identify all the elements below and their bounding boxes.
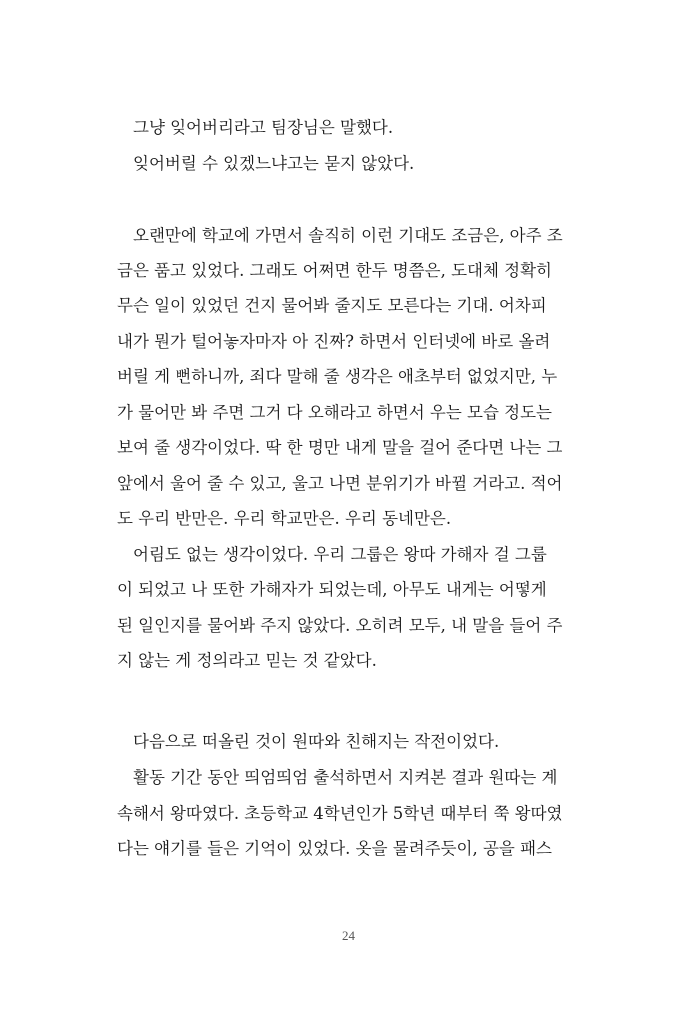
- text-line: 도 우리 반만은. 우리 학교만은. 우리 동네만은.: [117, 509, 452, 528]
- text-line: 가 물어만 봐 주면 그거 다 오해라고 하면서 우는 모습 정도는: [117, 403, 552, 422]
- text-line: 내가 뭔가 털어놓자마자 아 진짜? 하면서 인터넷에 바로 올려: [117, 332, 551, 351]
- page-number: 24: [342, 928, 355, 943]
- text-line: 오랜만에 학교에 가면서 솔직히 이런 기대도 조금은, 아주 조: [133, 226, 563, 245]
- text-line: 속해서 왕따였다. 초등학교 4학년인가 5학년 때부터 쭉 왕따였: [117, 804, 563, 823]
- text-line: 이 되었고 나 또한 가해자가 되었는데, 아무도 내게는 어떻게: [117, 580, 547, 599]
- text-line: 된 일인지를 물어봐 주지 않았다. 오히려 모두, 내 말을 들어 주: [117, 616, 563, 635]
- text-line: 활동 기간 동안 띄엄띄엄 출석하면서 지켜본 결과 원따는 계: [133, 768, 558, 787]
- text-line: 앞에서 울어 줄 수 있고, 울고 나면 분위기가 바뀔 거라고. 적어: [117, 474, 563, 493]
- text-line: 다음으로 떠올린 것이 원따와 친해지는 작전이었다.: [133, 732, 500, 751]
- text-line: 보여 줄 생각이었다. 딱 한 명만 내게 말을 걸어 준다면 나는 그: [117, 438, 563, 457]
- text-line: 지 않는 게 정의라고 믿는 것 같았다.: [117, 651, 377, 670]
- text-line: 무슨 일이 있었던 건지 물어봐 줄지도 모른다는 기대. 어차피: [117, 296, 547, 315]
- text-line: 버릴 게 뻔하니까, 죄다 말해 줄 생각은 애초부터 없었지만, 누: [117, 367, 558, 386]
- text-line: 다는 얘기를 들은 기억이 있었다. 옷을 물려주듯이, 공을 패스: [117, 839, 552, 858]
- text-line: 금은 품고 있었다. 그래도 어쩌면 한두 명쯤은, 도대체 정확히: [117, 261, 552, 280]
- text-line: 잊어버릴 수 있겠느냐고는 묻지 않았다.: [133, 154, 415, 173]
- text-line: 어림도 없는 생각이었다. 우리 그룹은 왕따 가해자 걸 그룹: [133, 545, 547, 564]
- text-line: 그냥 잊어버리라고 팀장님은 말했다.: [133, 118, 394, 137]
